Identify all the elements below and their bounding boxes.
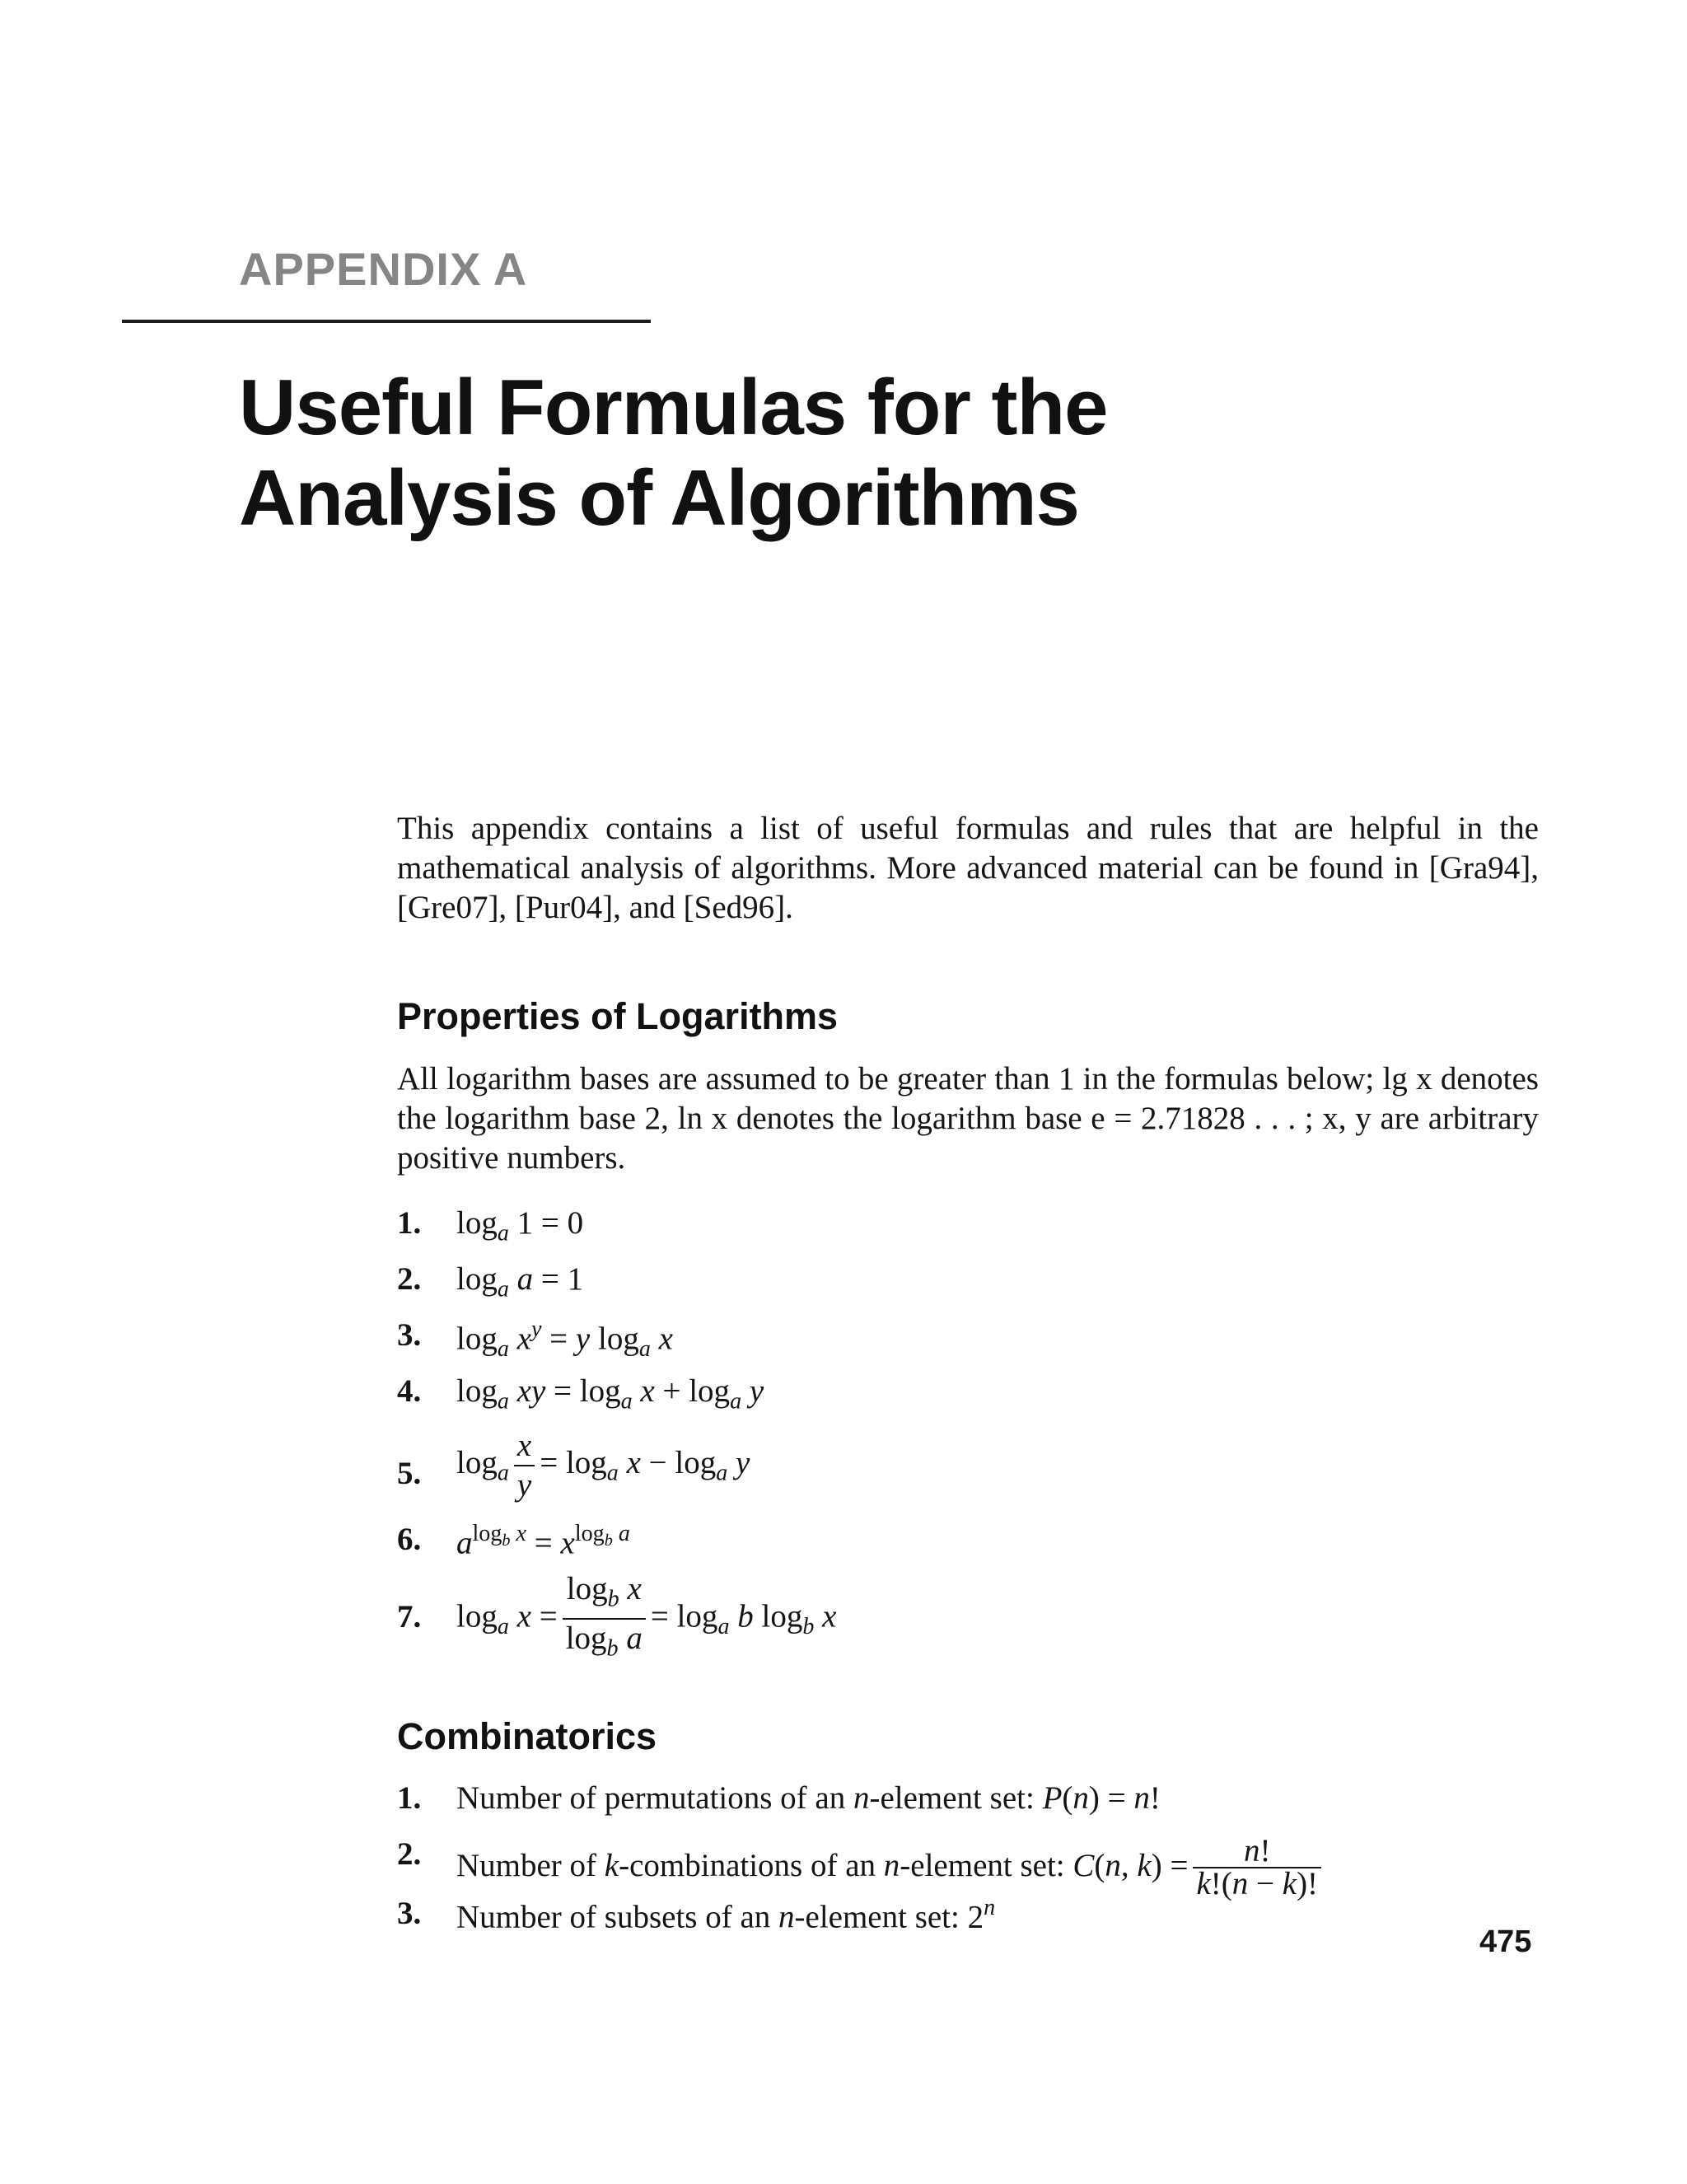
appendix-label: APPENDIX A — [239, 243, 528, 295]
page-title-line-2: Analysis of Algorithms — [239, 454, 1079, 542]
formula-number: 3. — [397, 1317, 422, 1353]
combinatorics-section-header — [397, 1715, 1539, 1758]
formula-expression: $\log_a$ xy = $\log_a x + \log_a y$ — [456, 1373, 764, 1415]
page-title — [239, 362, 1107, 544]
formula-expression: $\log_a x$ = $\frac{\log_b x}{\log_b a}$ = $\log_a b$ $\log_b x$ — [456, 1570, 836, 1668]
formula-expression: $\log_a$ $\frac{x}{y}$ = $\log_a x - \log_a y$ — [456, 1428, 750, 1503]
formula-expression: $\log_a 1 = 0$ — [456, 1205, 584, 1246]
fraction: $\frac{x}{y}$ — [514, 1427, 535, 1504]
fraction: $\frac{n!}{k!(n - k)!}$ — [1193, 1836, 1321, 1900]
page-number: 475 — [1479, 1924, 1532, 1959]
formula-number: 2. — [397, 1836, 422, 1872]
logarithms-description: All logarithm bases are assumed to be greater than 1 in the formulas below; lg x denotes the logarithm base 2, ln x denotes the logarithm base e = 2.71828 . . . ; x, y are arbitrary positive numbers. — [397, 1061, 1539, 1176]
formula-number: 5. — [397, 1456, 422, 1491]
page-title-line-1: Useful Formulas for the — [239, 363, 1108, 451]
formula-expression: $\log_a x^y = y$ $\log_a x$ — [456, 1316, 673, 1362]
formula-expression: $a^{log_b x} = x^{log_b a}$ — [456, 1521, 630, 1561]
formula-number: 7. — [397, 1599, 422, 1634]
logarithms-heading: Properties of Logarithms — [397, 995, 839, 1037]
logarithms-description-block — [397, 1059, 1539, 1178]
formula-number: 1. — [397, 1205, 422, 1241]
formula-number: 3. — [397, 1896, 422, 1931]
formula-expression: Number of k-combinations of an n-element set: C(n, k) = $\frac{n!}{k!(n - k)!}$ — [456, 1836, 1326, 1900]
fraction: $\frac{\log_b x}{\log_b a}$ — [563, 1570, 646, 1668]
formula-expression: Number of subsets of an n-element set: 2$^n$ — [456, 1895, 996, 1935]
intro-paragraph: This appendix contains a list of useful formulas and rules that are helpful in the mathematical analysis of algorithms. More advanced material can be found in [Gra94], [Gre07], [Pur04], and [Sed96]. — [397, 811, 1539, 925]
appendix-rule — [122, 320, 651, 323]
formula-expression: Number of permutations of an n-element set: P(n) = n! — [456, 1780, 1161, 1816]
intro-paragraph-block — [397, 809, 1539, 928]
formula-number: 6. — [397, 1522, 422, 1557]
logarithms-section-header — [397, 995, 1539, 1038]
formula-number: 1. — [397, 1780, 422, 1816]
formula-number: 4. — [397, 1373, 422, 1409]
combinatorics-heading: Combinatorics — [397, 1715, 657, 1757]
formula-expression: $\log_a a = 1$ — [456, 1261, 584, 1302]
formula-number: 2. — [397, 1261, 422, 1297]
